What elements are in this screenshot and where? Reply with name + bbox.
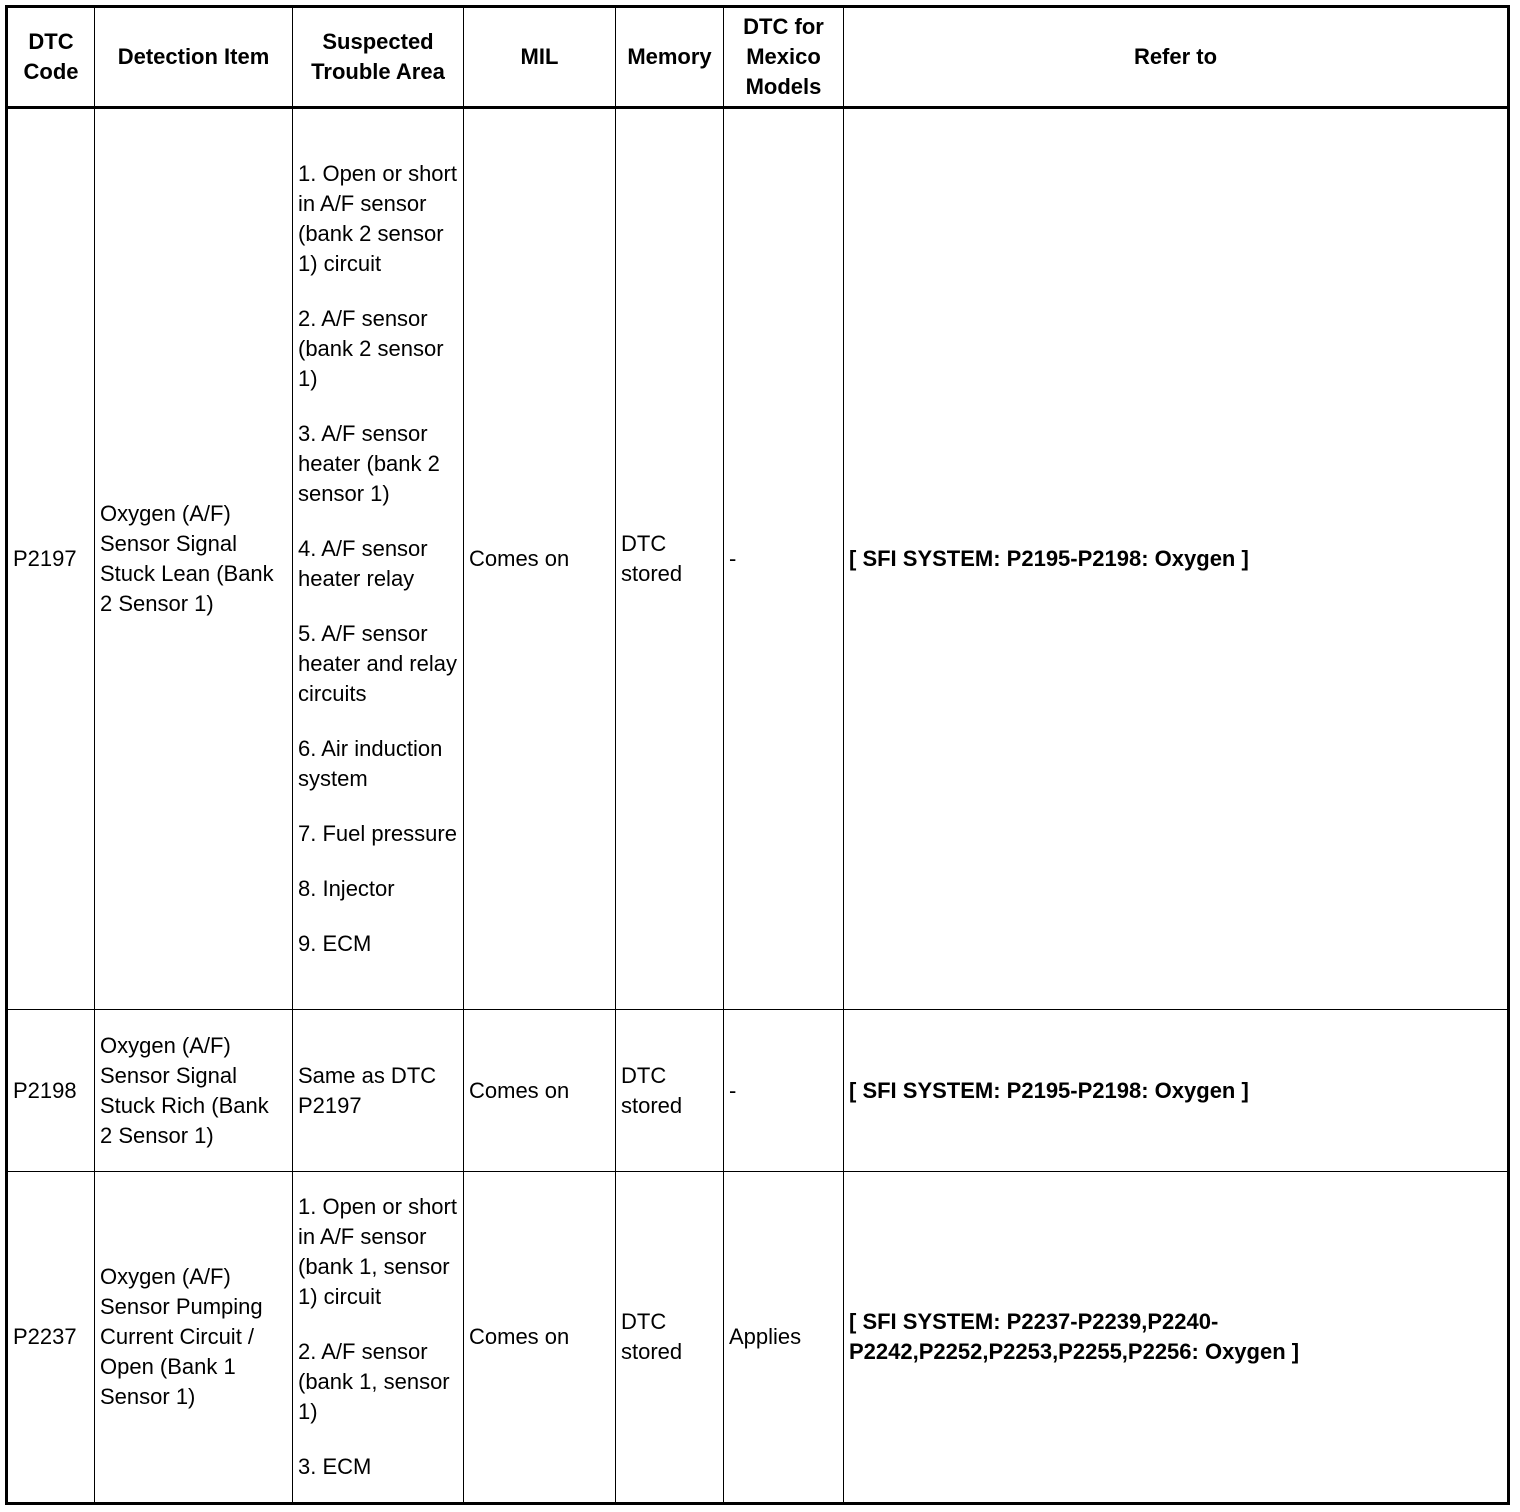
header-memory: Memory xyxy=(616,7,724,108)
mil-cell: Comes on xyxy=(464,108,616,1010)
trouble-area-item: 5. A/F sensor heater and relay circuits xyxy=(298,621,457,706)
detection-item-cell: Oxygen (A/F) Sensor Signal Stuck Rich (Bank 2 Sensor 1) xyxy=(95,1010,293,1172)
table-row xyxy=(7,1010,1509,1172)
detection-item-cell: Oxygen (A/F) Sensor Pumping Current Circuit / Open (Bank 1 Sensor 1) xyxy=(95,1172,293,1504)
trouble-area-item: 1. Open or short in A/F sensor (bank 1, sensor 1) circuit xyxy=(298,1194,457,1309)
dtc-table xyxy=(5,5,1510,1505)
memory-cell: DTC stored xyxy=(616,108,724,1010)
header-suspected-trouble-area: Suspected Trouble Area xyxy=(293,7,464,108)
dtc-code-cell: P2198 xyxy=(7,1010,95,1172)
trouble-area-item: 7. Fuel pressure xyxy=(298,821,457,846)
trouble-area-item: 6. Air induction system xyxy=(298,736,443,791)
trouble-area-list xyxy=(298,159,458,959)
header-refer-to: Refer to xyxy=(844,7,1509,108)
trouble-area-item: Same as DTC P2197 xyxy=(298,1062,437,1118)
trouble-area-list xyxy=(298,1061,458,1121)
mexico-cell: - xyxy=(724,1010,844,1172)
trouble-area-item: 9. ECM xyxy=(298,931,372,956)
dtc-code-cell: P2197 xyxy=(7,108,95,1010)
header-row xyxy=(7,7,1509,108)
trouble-area-item: 2. A/F sensor (bank 1, sensor 1) xyxy=(298,1339,450,1424)
table-row xyxy=(7,1172,1509,1504)
mil-cell: Comes on xyxy=(464,1172,616,1504)
header-detection-item: Detection Item xyxy=(95,7,293,108)
refer-to-link[interactable]: [ SFI SYSTEM: P2195-P2198: Oxygen ] xyxy=(844,108,1509,1010)
mexico-cell: - xyxy=(724,108,844,1010)
mil-cell: Comes on xyxy=(464,1010,616,1172)
refer-to-link[interactable]: [ SFI SYSTEM: P2195-P2198: Oxygen ] xyxy=(844,1010,1509,1172)
trouble-area-item: 8. Injector xyxy=(298,876,395,901)
memory-cell: DTC stored xyxy=(616,1010,724,1172)
header-dtc-mexico: DTC for Mexico Models xyxy=(724,7,844,108)
trouble-area-item: 1. Open or short in A/F sensor (bank 2 sensor 1) circuit xyxy=(298,161,457,276)
trouble-area-cell xyxy=(293,1010,464,1172)
trouble-area-list xyxy=(298,1192,458,1482)
mexico-cell: Applies xyxy=(724,1172,844,1504)
trouble-area-item: 3. A/F sensor heater (bank 2 sensor 1) xyxy=(298,421,440,506)
trouble-area-item: 2. A/F sensor (bank 2 sensor 1) xyxy=(298,306,444,391)
trouble-area-item: 4. A/F sensor heater relay xyxy=(298,536,428,591)
memory-cell: DTC stored xyxy=(616,1172,724,1504)
table-row xyxy=(7,108,1509,1010)
dtc-code-cell: P2237 xyxy=(7,1172,95,1504)
detection-item-cell: Oxygen (A/F) Sensor Signal Stuck Lean (Bank 2 Sensor 1) xyxy=(95,108,293,1010)
header-dtc-code: DTC Code xyxy=(7,7,95,108)
trouble-area-cell xyxy=(293,1172,464,1504)
trouble-area-cell xyxy=(293,108,464,1010)
refer-to-link[interactable]: [ SFI SYSTEM: P2237-P2239,P2240-P2242,P2252,P2253,P2255,P2256: Oxygen ] xyxy=(844,1172,1509,1504)
trouble-area-item: 3. ECM xyxy=(298,1454,372,1479)
header-mil: MIL xyxy=(464,7,616,108)
